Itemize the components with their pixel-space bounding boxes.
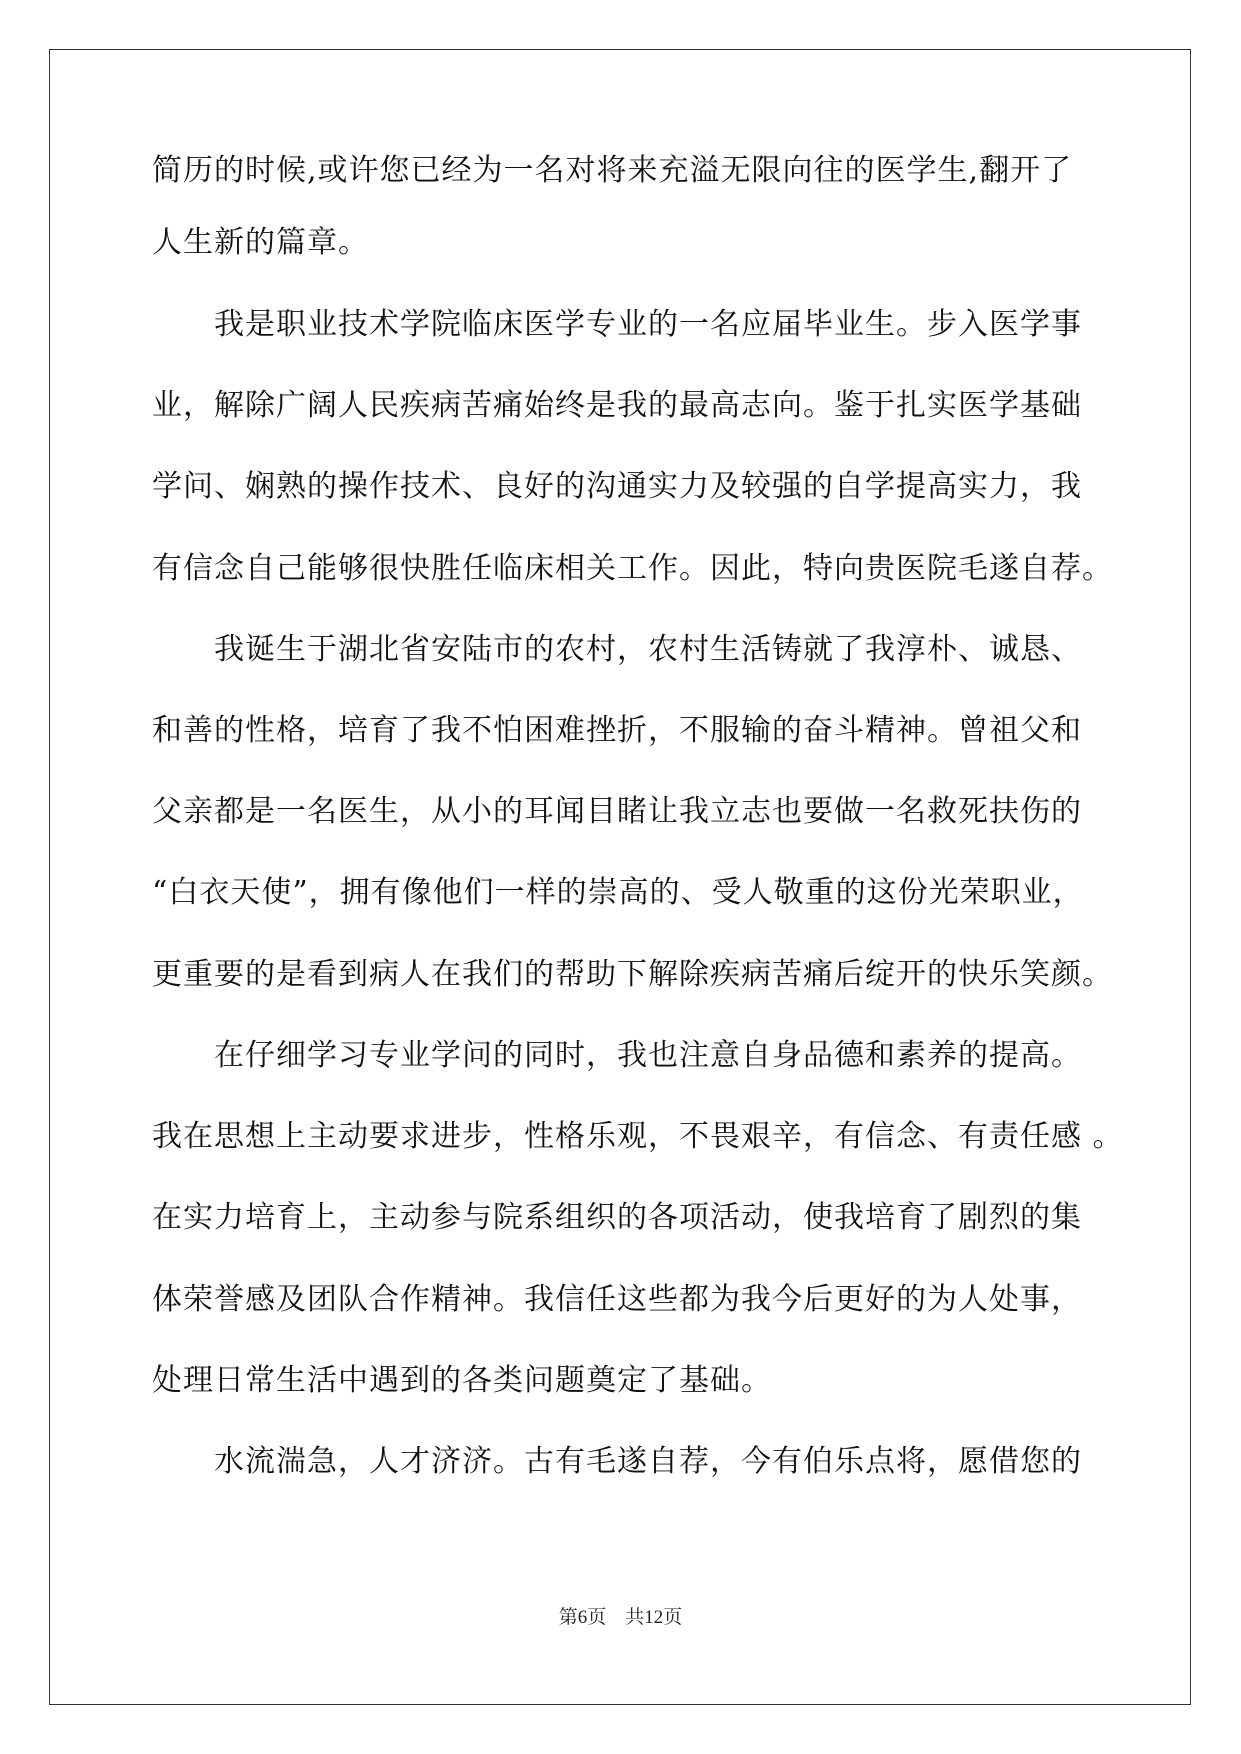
- text-line-8: 和善的性格，培育了我不怕困难挫折，不服输的奋斗精神。曾祖父和: [152, 713, 1082, 748]
- text-line-11: 更重要的是看到病人在我们的帮助下解除疾病苦痛后绽开的快乐笑颜。: [152, 957, 1113, 992]
- text-line-5: 学问、娴熟的操作技术、良好的沟通实力及较强的自学提高实力，我: [152, 469, 1082, 504]
- page-number-footer: 第6页 共12页: [558, 1607, 683, 1628]
- text-line-12: 在仔细学习专业学问的同时，我也注意自身品德和素养的提高。: [214, 1038, 1082, 1073]
- text-line-17: 水流湍急，人才济济。古有毛遂自荐，今有伯乐点将，愿借您的: [214, 1444, 1082, 1479]
- text-line-16: 处理日常生活中遇到的各类问题奠定了基础。: [152, 1363, 772, 1398]
- text-line-4: 业，解除广阔人民疾病苦痛始终是我的最高志向。鉴于扎实医学基础: [152, 388, 1082, 423]
- text-line-15: 体荣誉感及团队合作精神。我信任这些都为我今后更好的为人处事，: [152, 1282, 1082, 1317]
- text-line-9: 父亲都是一名医生，从小的耳闻目睹让我立志也要做一名救死扶伤的: [152, 794, 1082, 829]
- text-line-7: 我诞生于湖北省安陆市的农村，农村生活铸就了我淳朴、诚恳、: [214, 632, 1082, 667]
- text-line-6: 有信念自己能够很快胜任临床相关工作。因此，特向贵医院毛遂自荐。: [152, 551, 1113, 586]
- text-line-2: 人生新的篇章。: [152, 225, 369, 260]
- text-line-14: 在实力培育上，主动参与院系组织的各项活动，使我培育了剧烈的集: [152, 1200, 1082, 1235]
- text-line-1: 简历的时候,或许您已经为一名对将来充溢无限向往的医学生,翻开了: [152, 153, 1073, 188]
- text-line-13: 我在思想上主动要求进步，性格乐观，不畏艰辛，有信念、有责任感 。: [152, 1119, 1124, 1154]
- text-line-10: “白衣天使”，拥有像他们一样的崇高的、受人敬重的这份光荣职业，: [152, 875, 1084, 910]
- text-line-3: 我是职业技术学院临床医学专业的一名应届毕业生。步入医学事: [214, 307, 1082, 342]
